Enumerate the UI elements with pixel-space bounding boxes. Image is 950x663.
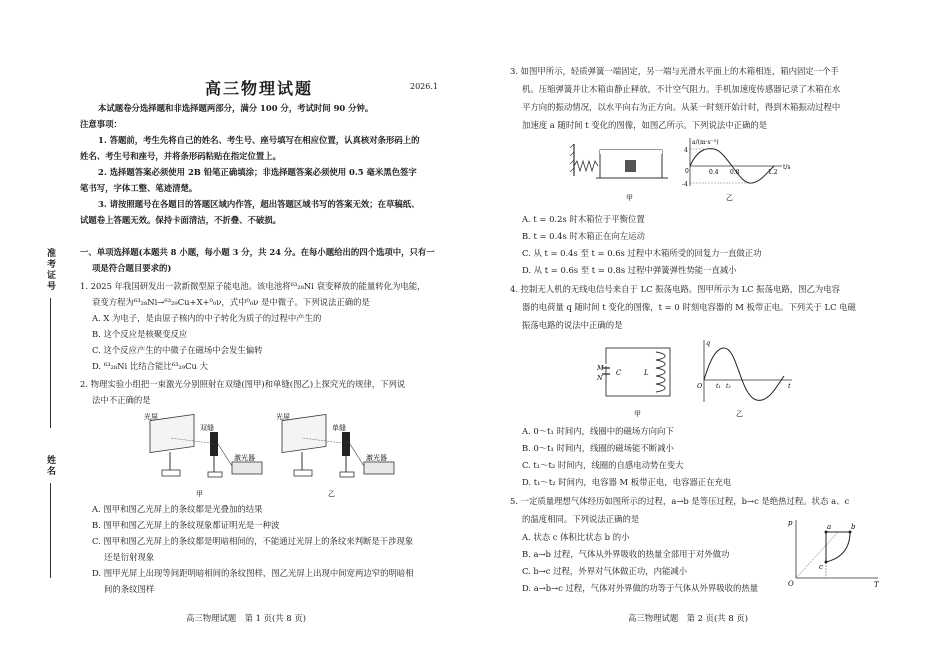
fig3-yi-caption: 乙 [726, 194, 733, 202]
q3-stem-2: 机。压缩弹簧并让木箱由静止释放，不计空气阻力。手机加速度传感器记录了木箱在水 [522, 84, 841, 94]
fig3-pos-tick: 4 [684, 147, 688, 154]
q4-figure [598, 336, 798, 420]
q2-option-b: B. 图甲和图乙光屏上的条纹现象都证明光是一种波 [92, 520, 280, 530]
q3-option-b: B. t = 0.4s 时木箱正在向左运动 [522, 231, 645, 241]
q2-option-c: C. 图甲和图乙光屏上的条纹都是明暗相间的，不能通过光屏上的条纹来判断是干涉现象 [92, 536, 414, 546]
fig3-jia-caption: 甲 [626, 194, 633, 202]
fig3-tick-2: 0.8 [730, 169, 740, 176]
q3-stem: 3. 如图甲所示，轻质弹簧一端固定，另一端与光滑水平面上的木箱相连，箱内固定一个手 [510, 66, 839, 76]
fig4-tick-t1: t₁ [716, 383, 721, 390]
fig4-yi-caption: 乙 [736, 410, 743, 418]
fig3-tick-1: 0.4 [709, 169, 719, 176]
q1-stem: 1. 2025 年我国研发出一款新微型原子能电池。该电池将⁶³₂₈Ni 衰变释放的能量转化为电能， [80, 281, 426, 291]
q4-option-a: A. 0～t₁ 时间内，线圈中的磁场方向向下 [522, 426, 674, 436]
section-heading-cont: 项是符合题目要求的) [92, 263, 172, 273]
notice-3b: 试题卷上答题无效。保持卡面清洁，不折叠、不破损。 [80, 215, 281, 225]
q3-option-d: D. 从 t = 0.6s 至 t = 0.8s 过程中弹簧弹性势能一直减小 [522, 265, 737, 275]
fig3-origin: 0 [685, 168, 689, 175]
notice-1b: 姓名、考生号和座号，并将条形码粘贴在指定位置上。 [80, 151, 281, 161]
fig3-x-axis-label: t/s [783, 164, 791, 171]
q5-option-c: C. b→c 过程，外界对气体做正功，内能减小 [522, 566, 688, 576]
q1-option-a: A. X 为电子，是由原子核内的中子转化为质子的过程中产生的 [92, 313, 322, 323]
fig5-state-a: a [827, 523, 832, 531]
q3-figure [570, 136, 800, 206]
q4-stem: 4. 控制无人机的无线电信号来自于 LC 振荡电路。图甲所示为 LC 振荡电路，图乙为电容 [510, 284, 840, 294]
page-one-footer: 高三物理试题 第 1 页(共 8 页) [186, 613, 306, 623]
fig2-jia-caption: 甲 [196, 490, 203, 498]
side-label-name: 姓名 [45, 455, 55, 477]
page-two [480, 0, 950, 663]
q4-stem-2: 器的电荷量 q 随时间 t 变化的图像，t = 0 时刻电容器的 M 板带正电。下列关于 LC 电磁 [522, 302, 856, 312]
notice-2a: 2. 选择题答案必须使用 2B 铅笔正确填涂；非选择题答案必须使用 0.5 毫米黑色签字 [98, 167, 417, 177]
q4-option-c: C. t₁～t₂ 时间内，线圈的自感电动势在变大 [522, 460, 684, 470]
fig5-origin: O [788, 580, 794, 588]
q5-option-a: A. 状态 c 体积比状态 b 的小 [522, 532, 630, 542]
fig4-jia-caption: 甲 [634, 410, 641, 418]
spring-box-diagram [570, 144, 668, 202]
q1-option-c: C. 这个反应产生的中微子在磁场中会发生偏转 [92, 345, 263, 355]
exam-date: 2026.1 [410, 82, 438, 91]
exam-number-line [50, 298, 51, 428]
fig4-inductor-label: L [644, 369, 649, 377]
fig4-t-axis: t [788, 382, 791, 390]
acceleration-graph [682, 138, 791, 202]
fig4-q-axis: q [706, 339, 711, 347]
q2-stem-cont: 法中不正确的是 [92, 395, 151, 405]
section-heading: 一、单项选择题(本题共 8 小题，每小题 3 分，共 24 分。在每小题给出的四个选项中，只有一 [80, 247, 435, 257]
fig2-single-slit-label: 单缝 [332, 424, 346, 432]
fig3-tick-3: 1.2 [768, 169, 778, 176]
notice-3a: 3. 请按照题号在各题目的答题区域内作答，超出答题区域书写的答案无效；在草稿纸、 [98, 199, 420, 209]
q4-option-b: B. 0～t₁ 时间内，线圈的磁场能不断减小 [522, 443, 674, 453]
q1-option-d: D. ⁶³₂₈Ni 比结合能比⁶³₂₉Cu 大 [92, 361, 208, 371]
fig4-plate-m: M [597, 364, 604, 372]
q1-stem-cont: 衰变方程为⁶³₂₈Ni→⁶³₂₉Cu+X+⁰₀ν，式中⁰₀ν 是中微子。下列说法正确的是 [92, 297, 370, 307]
fig2-yi-caption: 乙 [328, 490, 335, 498]
fig5-p-axis: p [788, 519, 793, 527]
intro-text: 本试题卷分选择题和非选择题两部分，满分 100 分，考试时间 90 分钟。 [98, 103, 374, 113]
q4-option-d: D. t₁～t₂ 时间内，电容器 M 板带正电，电容器正在充电 [522, 477, 732, 487]
page-two-footer: 高三物理试题 第 2 页(共 8 页) [628, 613, 748, 623]
q5-option-b: B. a→b 过程，气体从外界吸收的热量全部用于对外做功 [522, 549, 730, 559]
fig2-screen-label-jia: 光屏 [144, 413, 158, 421]
fig2-laser-label-yi: 激光器 [366, 454, 387, 462]
fig3-neg-tick: -4 [682, 181, 688, 188]
q5-figure [786, 516, 886, 590]
fig2-double-slit-label: 双缝 [200, 424, 214, 432]
name-line [50, 483, 51, 578]
fig5-state-c: c [819, 563, 823, 571]
q2-figure [140, 408, 400, 500]
notice-1a: 1. 答题前，考生先将自己的姓名、考生号、座号填写在相应位置，认真核对条形码上的 [98, 135, 420, 145]
charge-time-graph [697, 339, 792, 418]
notice-2b: 笔书写，字体工整、笔迹清楚。 [80, 183, 198, 193]
q2-option-d-cont: 间的条纹图样 [104, 584, 155, 594]
notice-heading: 注意事项： [80, 119, 122, 129]
q2-stem: 2. 物理实验小组把一束激光分别照射在双缝(图甲)和单缝(图乙)上探究光的规律，下列说 [80, 379, 406, 389]
fig4-plate-n: N [597, 374, 603, 382]
q1-option-b: B. 这个反应是核聚变反应 [92, 329, 188, 339]
double-slit-setup [144, 412, 262, 498]
side-label-exam-number: 准考证号 [45, 248, 55, 292]
q5-stem: 5. 一定质量理想气体经历如图所示的过程，a→b 是等压过程，b→c 是绝热过程。状态 a、c [510, 496, 850, 506]
fig2-screen-label-yi: 光屏 [276, 413, 290, 421]
fig4-tick-t2: t₂ [726, 383, 731, 390]
q3-option-a: A. t = 0.2s 时木箱位于平衡位置 [522, 214, 645, 224]
q5-stem-2: 的温度相同。下列说法正确的是 [522, 514, 640, 524]
q3-option-c: C. 从 t = 0.4s 至 t = 0.6s 过程中木箱所受的回复力一直做正功 [522, 248, 762, 258]
q4-stem-3: 振荡电路的说法中正确的是 [522, 320, 623, 330]
q2-option-c-cont: 还是衍射现象 [104, 552, 155, 562]
fig5-t-axis: T [874, 581, 879, 589]
fig4-origin: O [697, 382, 703, 390]
exam-title: 高三物理试题 [205, 79, 314, 98]
fig5-state-b: b [851, 523, 856, 531]
fig3-y-axis-label: a/(m·s⁻²) [692, 139, 719, 146]
lc-circuit-diagram [596, 348, 670, 418]
fig2-laser-label-jia: 激光器 [234, 454, 255, 462]
q2-option-a: A. 图甲和图乙光屏上的条纹都是光叠加的结果 [92, 504, 263, 514]
q3-stem-4: 加速度 a 随时间 t 变化的图像，如图乙所示。下列说法中正确的是 [522, 120, 768, 130]
q3-stem-3: 平方向的振动情况，以水平向右为正方向。从某一时刻开始计时，得到木箱振动过程中 [522, 102, 841, 112]
fig4-capacitor-label: C [616, 369, 622, 377]
single-slit-setup [276, 412, 394, 498]
q5-option-d: D. a→b→c 过程，气体对外界做的功等于气体从外界吸收的热量 [522, 583, 759, 593]
q2-option-d: D. 图甲光屏上出现等间距明暗相间的条纹图样，图乙光屏上出现中间宽两边窄的明暗相 [92, 568, 414, 578]
